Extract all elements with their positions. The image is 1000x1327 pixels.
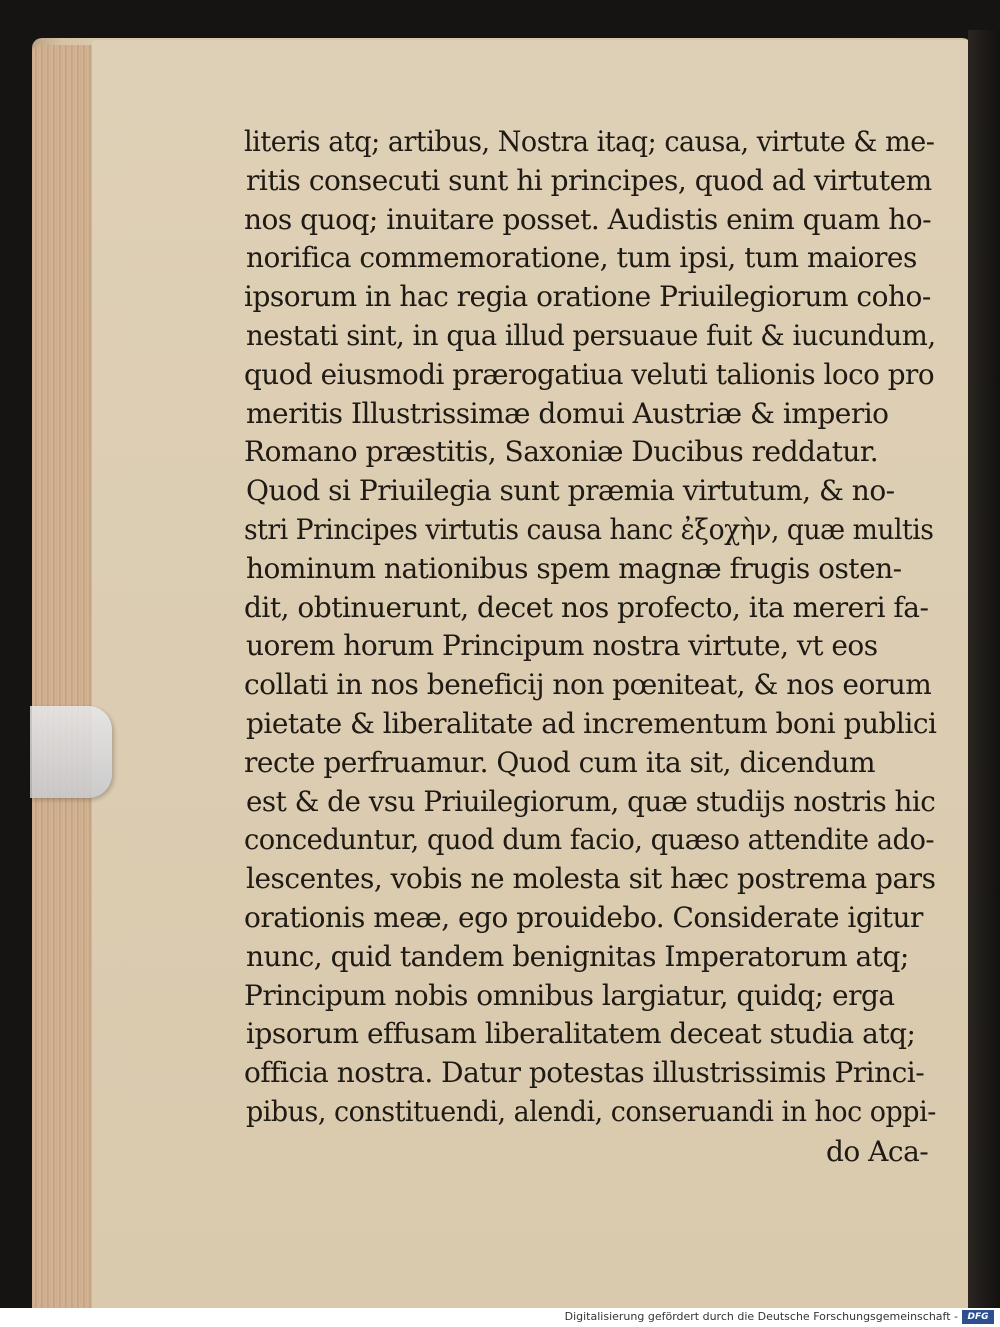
page-marker-tab <box>30 706 112 798</box>
text-line: uorem horum Principum nostra virtute, vt eos <box>246 629 878 663</box>
book-fore-edge <box>32 45 94 1308</box>
text-line: ipsorum effusam liberalitatem deceat studia atq; <box>246 1017 916 1051</box>
text-line: norifica commemoratione, tum ipsi, tum maiores <box>246 241 917 275</box>
text-line: collati in nos beneficij non pœniteat, & nos eorum <box>244 668 932 702</box>
text-line: Romano præstitis, Saxoniæ Ducibus reddatur. <box>244 435 879 469</box>
text-line: Quod si Priuilegia sunt præmia virtutum, & no- <box>246 474 895 508</box>
text-line: Principum nobis omnibus largiatur, quidq; erga <box>244 978 895 1012</box>
text-line: quod eiusmodi prærogatiua veluti talionis loco pro <box>244 357 935 391</box>
text-line: literis atq; artibus, Nostra itaq; causa, virtute & me- <box>244 125 935 158</box>
text-line: conceduntur, quod dum facio, quæso attendite ado- <box>244 823 935 857</box>
text-line: ritis consecuti sunt hi principes, quod ad virtutem <box>246 163 932 197</box>
text-line: nestati sint, in qua illud persuaue fuit & iucundum, <box>246 319 936 352</box>
text-line: nunc, quid tandem benignitas Imperatorum atq; <box>246 939 909 973</box>
text-line: recte perfruamur. Quod cum ita sit, dicendum <box>244 745 876 779</box>
text-line: est & de vsu Priuilegiorum, quæ studijs nostris hic <box>246 784 936 818</box>
funding-credit: Digitalisierung gefördert durch die Deutsche Forschungsgemeinschaft - <box>564 1310 958 1323</box>
text-line: pibus, constituendi, alendi, conseruandi in hoc oppi- <box>246 1095 936 1128</box>
footer-bar <box>0 1308 1000 1327</box>
text-line: meritis Illustrissimæ domui Austriæ & imperio <box>246 396 889 430</box>
text-line: nos quoq; inuitare posset. Audistis enim quam ho- <box>244 202 932 236</box>
text-line: stri Principes virtutis causa hanc ἐξοχὴν, quæ multis <box>244 513 934 546</box>
text-line: lescentes, vobis ne molesta sit hæc postrema pars <box>246 862 936 896</box>
text-line: officia nostra. Datur potestas illustrissimis Princi- <box>244 1056 925 1090</box>
gutter-shadow <box>968 30 1000 1308</box>
text-line: ipsorum in hac regia oratione Priuilegiorum coho- <box>244 280 931 314</box>
dfg-logo-icon: DFG <box>962 1310 994 1324</box>
text-line: dit, obtinuerunt, decet nos profecto, ita mereri fa- <box>244 590 929 624</box>
text-line: pietate & liberalitate ad incrementum boni publici <box>246 707 937 740</box>
text-line: orationis meæ, ego prouidebo. Considerate igitur <box>244 901 923 934</box>
catchword: do Aca- <box>826 1135 929 1168</box>
text-line: hominum nationibus spem magnæ frugis osten- <box>246 551 902 585</box>
